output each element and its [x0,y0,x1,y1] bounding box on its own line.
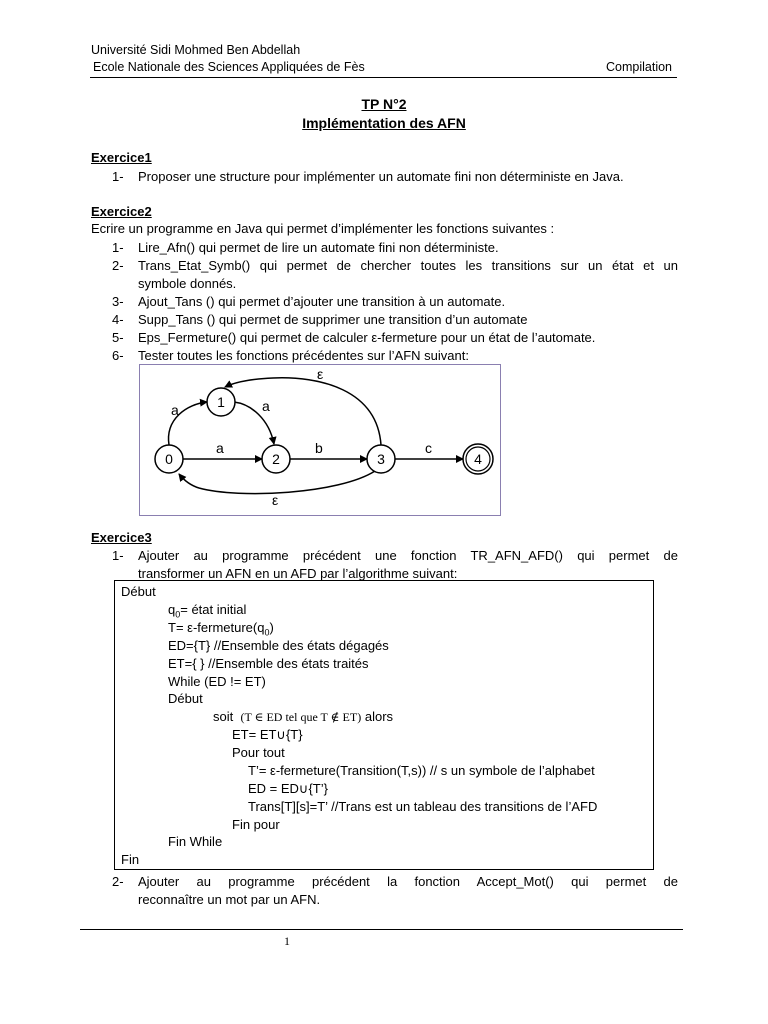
label-edge-1-2: a [262,398,270,414]
algo-trans: Trans[T][s]=T’ //Trans est un tableau des transitions de l’AFD [248,799,598,814]
item-text: Eps_Fermeture() qui permet de calculer ε-fermeture pour un état de l’automate. [138,330,596,345]
item-number: 2- [112,258,124,273]
university-name: Université Sidi Mohmed Ben Abdellah [91,43,301,57]
algo-alors: alors [364,709,394,724]
item-text: Lire_Afn() qui permet de lire un automate fini non déterministe. [138,240,499,255]
algo-et-init: ET={ } //Ensemble des états traités [168,656,369,671]
item-text-line-1: Ajouter au programme précédent la fonction Accept_Mot() qui permet de [138,874,678,889]
state-2 [262,445,290,473]
footer-rule [80,929,683,930]
algo-fin: Fin [121,852,140,867]
label-edge-3-4: c [425,440,432,456]
algo-fin-while: Fin While [168,834,223,849]
state-1 [207,388,235,416]
state-1-label: 1 [217,394,225,410]
item-text-line-1: Ajouter au programme précédent une fonction TR_AFN_AFD() qui permet de [138,548,678,563]
algo-q0 [168,602,246,620]
algo-et-union: ET= ET∪{T} [232,727,303,742]
item-number: 6- [112,348,124,363]
item-text-line-2: symbole donnés. [138,276,237,291]
item-text: Tester toutes les fonctions précédentes sur l’AFN suivant: [138,348,469,363]
exercice3-item-1 [112,547,678,583]
algo-fin-pour: Fin pour [232,817,280,832]
page-subtitle: Implémentation des AFN [302,115,466,131]
state-0-label: 0 [165,451,173,467]
page-number: 1 [284,934,290,948]
state-3 [367,445,395,473]
algo-t-init [168,620,274,638]
state-4-final [463,444,493,474]
state-2-label: 2 [272,451,280,467]
item-text: Proposer une structure pour implémenter un automate fini non déterministe en Java. [138,169,624,184]
algo-pour-tout: Pour tout [232,745,285,760]
exercice2-heading: Exercice2 [91,204,152,219]
algo-t-init-end: ) [269,620,274,635]
exercice2-intro: Ecrire un programme en Java qui permet d’implémenter les fonctions suivantes : [91,221,555,236]
header-rule [90,77,677,78]
item-number: 1- [112,240,124,255]
item-text-line-2: reconnaître un mot par un AFN. [138,892,321,907]
label-edge-0-2: a [216,440,224,456]
label-edge-3-0: ε [272,492,279,508]
school-name: Ecole Nationale des Sciences Appliquées de Fès [93,60,365,74]
item-text-line-1: Trans_Etat_Symb() qui permet de chercher toutes les transitions sur un état et un [138,258,678,273]
algo-ed-union: ED = ED∪{T’} [248,781,328,796]
algo-t-init-sub: 0 [264,627,270,638]
page-title: TP N°2 [361,96,407,112]
algo-t-init-text: T= ε-fermeture(q [168,620,265,635]
exercice3-item-2 [112,873,678,909]
algo-debut: Début [121,584,156,599]
afn-diagram [139,364,501,516]
algo-while: While (ED != ET) [168,674,266,689]
algo-t-prime: T’= ε-fermeture(Transition(T,s)) // s un symbole de l’alphabet [248,763,595,778]
algo-debut-2: Début [168,691,203,706]
state-4-label: 4 [474,451,482,467]
algo-q0-var: q [168,602,176,617]
item-number: 2- [112,874,124,889]
item-text [138,873,678,909]
item-text-line-2: transformer un AFN en un AFD par l’algorithme suivant: [138,566,458,581]
item-text [138,257,678,293]
label-edge-2-3: b [315,440,323,456]
algo-q0-sub: 0 [175,609,181,620]
item-number: 5- [112,330,124,345]
algo-soit [213,709,393,725]
item-number: 1- [112,169,124,184]
item-number: 4- [112,312,124,327]
algo-soit-condition: (T ∈ ED tel que T ∉ ET) [240,710,362,724]
exercice3-heading: Exercice3 [91,530,152,545]
label-edge-0-1: a [171,402,179,418]
algorithm-box [114,580,654,870]
exercice2-item-2 [112,257,678,293]
item-number: 1- [112,548,124,563]
item-number: 3- [112,294,124,309]
algo-soit-word: soit [213,709,234,724]
algo-ed-init: ED={T} //Ensemble des états dégagés [168,638,389,653]
item-text [138,547,678,583]
state-0 [155,445,183,473]
course-name: Compilation [606,60,673,74]
item-text: Ajout_Tans () qui permet d’ajouter une transition à un automate. [138,294,506,309]
exercice1-heading: Exercice1 [91,150,152,165]
item-text: Supp_Tans () qui permet de supprimer une transition d’un automate [138,312,528,327]
state-3-label: 3 [377,451,385,467]
algo-q0-rest: = état initial [180,602,247,617]
label-edge-3-1: ε [317,366,324,382]
